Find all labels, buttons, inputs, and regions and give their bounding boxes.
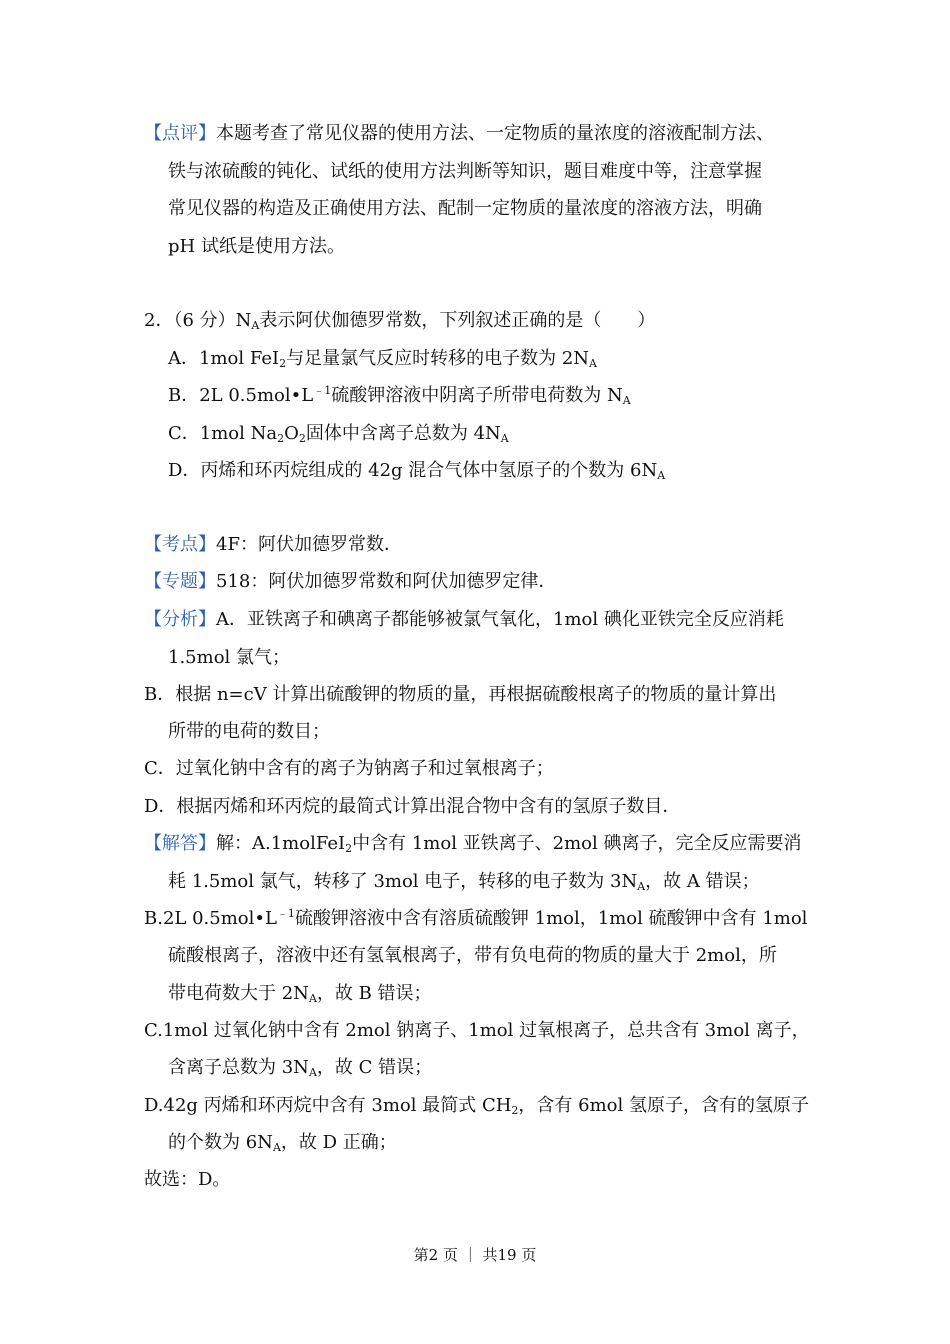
solution-final: 故选：D。 (144, 1169, 231, 1190)
option-d: D．丙烯和环丙烷组成的 42g 混合气体中氢原子的个数为 $6N_A$ (168, 460, 666, 482)
comment-tag: 【点评】 (144, 123, 216, 144)
comment-line-4: pH 试纸是使用方法。 (168, 236, 345, 257)
analysis-line-b2: 所带的电荷的数目； (168, 721, 330, 742)
analysis-line-d1: D．根据丙烯和环丙烷的最简式计算出混合物中含有的氢原子数目． (144, 796, 681, 817)
page-footer: 第2 页 ｜ 共19 页 (413, 1246, 537, 1264)
question-stem: 2．（6 分）$N_A$表示阿伏伽德罗常数，下列叙述正确的是（ ） (144, 310, 656, 332)
solution-line-b2: 硫酸根离子，溶液中还有氢氧根离子，带有负电荷的物质的量大于 2mol，所 (168, 945, 777, 966)
solution-line-a1: 【解答】解：A.1molFeI$_2$中含有 1mol 亚铁离子、2mol 碘离子，完全反应需要消 (144, 833, 802, 855)
solution-line-d1: D.42g 丙烯和环丙烷中含有 3mol 最简式 $CH_2$，含有 6mol 氢原子，含有的氢原子 (144, 1095, 809, 1117)
zhuanti-line: 【专题】518：阿伏加德罗常数和阿伏加德罗定律． (144, 571, 557, 592)
option-a: A．1mol FeI$_2$与足量氯气反应时转移的电子数为 $2N_A$ (168, 348, 597, 370)
solution-tag: 【解答】 (144, 833, 216, 854)
kaodian-line: 【考点】4F：阿伏加德罗常数． (144, 534, 402, 555)
analysis-tag: 【分析】 (144, 609, 216, 630)
solution-line-b3: 带电荷数大于 $2N_A$，故 B 错误； (168, 983, 432, 1005)
analysis-line-a2: 1.5mol 氯气； (168, 647, 291, 668)
option-c: C．1mol $Na_2O_2$固体中含离子总数为 $4N_A$ (168, 423, 509, 445)
solution-line-b1: B.2L $0.5mol•L^{﹣1}$硫酸钾溶液中含有溶质硫酸钾 1mol，1mol 硫酸钾中含有 1mol (144, 907, 808, 929)
solution-line-d2: 的个数为 $6N_A$，故 D 正确； (168, 1132, 397, 1154)
solution-line-a2: 耗 1.5mol 氯气，转移了 3mol 电子，转移的电子数为 $3N_A$，故 A 错误； (168, 871, 760, 893)
solution-line-c1: C.1mol 过氧化钠中含有 2mol 钠离子、1mol 过氧根离子，总共含有 3mol 离子， (144, 1020, 810, 1041)
analysis-line-c1: C．过氧化钠中含有的离子为钠离子和过氧根离子； (144, 758, 554, 779)
solution-line-c2: 含离子总数为 $3N_A$，故 C 错误； (168, 1057, 433, 1079)
analysis-line-a1: 【分析】A．亚铁离子和碘离子都能够被氯气氧化，1mol 碘化亚铁完全反应消耗 (144, 609, 784, 630)
analysis-line-b1: B．根据 n=cV 计算出硫酸钾的物质的量，再根据硫酸根离子的物质的量计算出 (144, 684, 777, 705)
comment-line-3: 常见仪器的构造及正确使用方法、配制一定物质的量浓度的溶液方法，明确 (168, 198, 762, 219)
option-b: B．2L $0.5mol•L^{﹣1}$硫酸钾溶液中阴离子所带电荷数为 $N_A$ (168, 384, 631, 407)
comment-line-2: 铁与浓硫酸的钝化、试纸的使用方法判断等知识，题目难度中等，注意掌握 (168, 161, 762, 182)
comment-line-1: 【点评】本题考查了常见仪器的使用方法、一定物质的量浓度的溶液配制方法、 (144, 123, 774, 144)
zhuanti-tag: 【专题】 (144, 571, 216, 592)
kaodian-tag: 【考点】 (144, 534, 216, 555)
